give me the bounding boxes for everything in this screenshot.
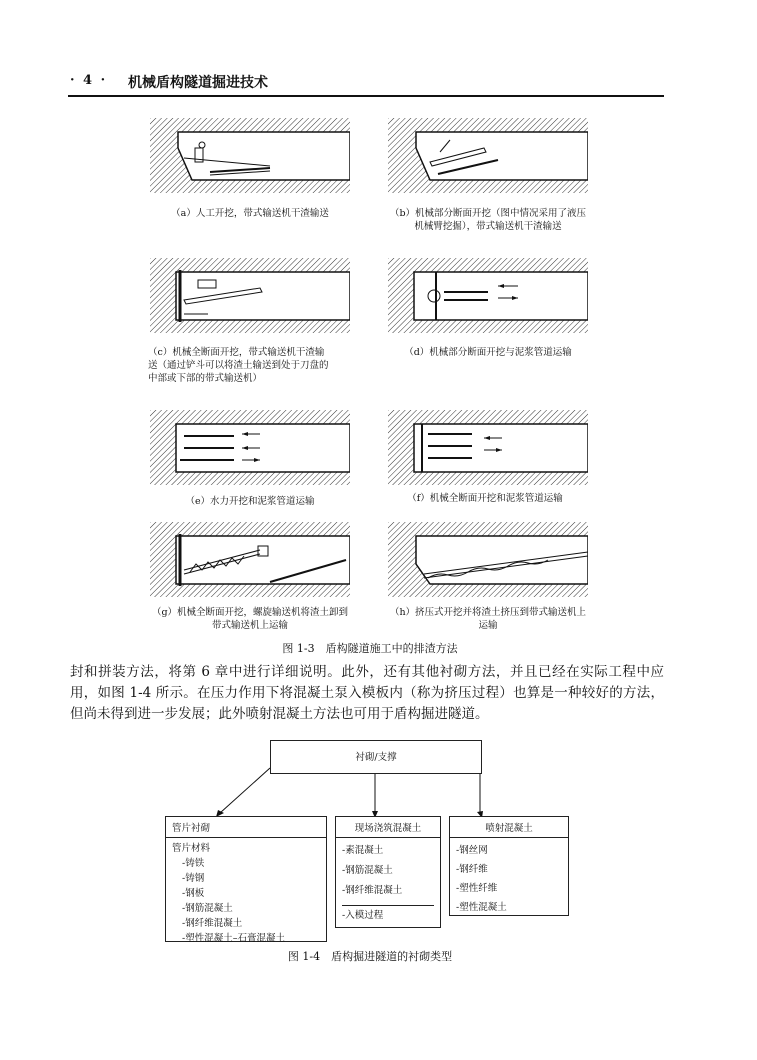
cast-concrete-title: 现场浇筑混凝土 xyxy=(336,817,440,838)
page-number: · 4 · xyxy=(70,73,108,88)
panel-b-diagram xyxy=(388,118,588,193)
header-rule xyxy=(68,95,664,97)
panel-h-diagram xyxy=(388,522,588,597)
figure-1-4-caption: 图 1-4 盾构掘进隧道的衬砌类型 xyxy=(287,950,453,963)
segment-item: -钢纤维混凝土 xyxy=(182,918,243,929)
panel-d-diagram xyxy=(388,258,588,333)
cast-item: -钢筋混凝土 xyxy=(342,865,393,876)
segment-material-heading: 管片材料 xyxy=(172,843,211,854)
panel-h-caption: （h）挤压式开挖并将渣土挤压到带式输送机上运输 xyxy=(389,607,587,631)
cast-item: -素混凝土 xyxy=(342,845,384,856)
shotcrete-item: -钢丝网 xyxy=(456,845,488,856)
lining-root-label: 衬砌/支撑 xyxy=(355,752,397,763)
shotcrete-item: -塑性纤维 xyxy=(456,883,498,894)
panel-d-caption: （d）机械部分断面开挖与泥浆管道运输 xyxy=(404,347,572,358)
figure-1-3-caption: 图 1-3 盾构隧道施工中的排渣方法 xyxy=(282,642,458,655)
lining-root-box xyxy=(270,740,482,774)
segment-lining-title: 管片衬砌 xyxy=(166,817,326,838)
shotcrete-item: -塑性混凝土 xyxy=(456,902,507,913)
segment-item: -钢筋混凝土 xyxy=(182,903,233,914)
panel-c-diagram xyxy=(150,258,350,333)
panel-f-diagram xyxy=(388,410,588,485)
panel-g-diagram xyxy=(150,522,350,597)
segment-lining-list xyxy=(166,838,326,949)
shotcrete-box xyxy=(449,816,569,916)
cast-item: -钢纤维混凝土 xyxy=(342,885,403,896)
panel-f-caption: （f）机械全断面开挖和泥浆管道运输 xyxy=(407,493,563,504)
shotcrete-list xyxy=(450,838,568,920)
cast-extra-item: -入模过程 xyxy=(342,905,434,926)
panel-e-diagram xyxy=(150,410,350,485)
running-title: 机械盾构隧道掘进技术 xyxy=(128,75,268,91)
panel-a-diagram xyxy=(150,118,350,193)
cast-concrete-list xyxy=(336,838,440,929)
panel-g-caption: （g）机械全断面开挖，螺旋输送机将渣土卸到带式输送机上运输 xyxy=(151,607,349,631)
segment-item: -塑性混凝土–石膏混凝土 xyxy=(182,933,285,944)
panel-a-caption: （a）人工开挖，带式输送机干渣输送 xyxy=(171,208,329,219)
panel-b-caption: （b）机械部分断面开挖（图中情况采用了液压机械臂挖掘），带式输送机干渣输送 xyxy=(389,208,587,232)
segment-item: -铸铁 xyxy=(182,858,205,869)
shotcrete-title: 喷射混凝土 xyxy=(450,817,568,838)
segment-item: -钢板 xyxy=(182,888,205,899)
panel-c-caption: （c）机械全断面开挖，带式输送机干渣输送（通过铲斗可以将渣土输送到处于刀盘的中部或下部的带式输送机） xyxy=(148,347,329,384)
cast-concrete-box xyxy=(335,816,441,928)
body-paragraph: 封和拼装方法，将第 6 章中进行详细说明。此外，还有其他衬砌方法，并且已经在实际工程中应用，如图 1-4 所示。在压力作用下将混凝土泵入模板内（称为挤压过程）也算是一种较好的方法，但尚未得到进一步发展；此外喷射混凝土方法也可用于盾构掘进隧道。 xyxy=(70,664,664,722)
panel-e-caption: （e）水力开挖和泥浆管道运输 xyxy=(185,496,315,507)
shotcrete-item: -钢纤维 xyxy=(456,864,488,875)
segment-item: -铸钢 xyxy=(182,873,205,884)
segment-lining-box xyxy=(165,816,327,942)
